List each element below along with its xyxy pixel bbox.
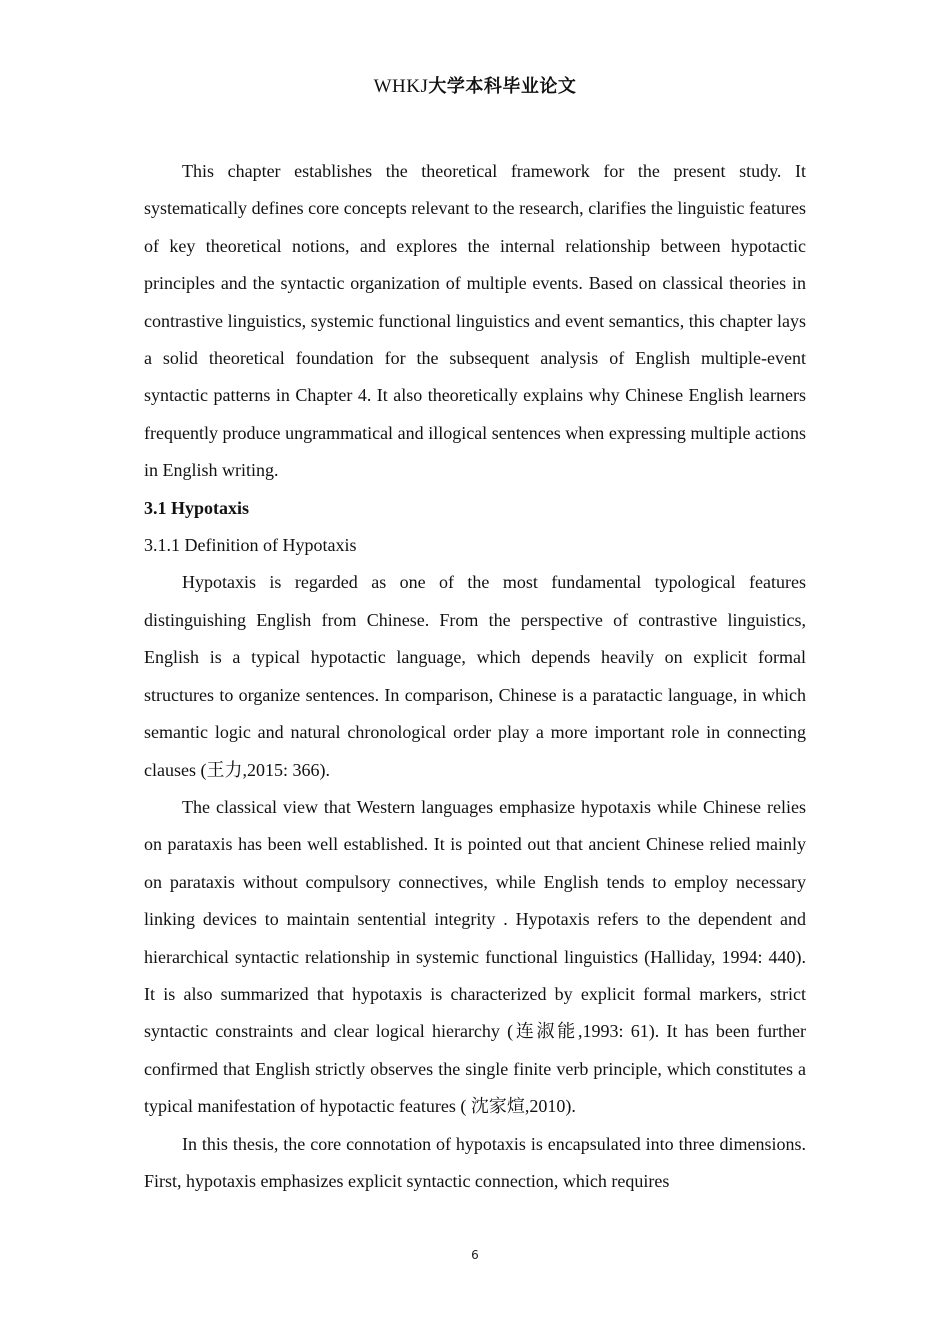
document-body bbox=[144, 153, 806, 1200]
body-paragraph: The classical view that Western languages emphasize hypotaxis while Chinese relies on parataxis has been well established. It is pointed out that ancient Chinese relied mainly on parataxis without compulsory connectives, while English tends to employ necessary linking devices to maintain sentential integrity . Hypotaxis refers to the dependent and hierarchical syntactic relationship in systemic functional linguistics (Halliday, 1994: 440). It is also summarized that hypotaxis is characterized by explicit formal markers, strict syntactic constraints and clear logical hierarchy (连淑能,1993: 61). It has been further confirmed that English strictly observes the single finite verb principle, which constitutes a typical manifestation of hypotactic features ( 沈家煊,2010). bbox=[144, 796, 806, 1117]
header-latin-text: WHKJ bbox=[373, 76, 429, 97]
page-number: 6 bbox=[471, 1248, 479, 1262]
intro-paragraph: This chapter establishes the theoretical framework for the present study. It systematically defines core concepts relevant to the research, clarifies the linguistic features of key theoretical notions, and explores the internal relationship between hypotactic principles and the syntactic organization of multiple events. Based on classical theories in contrastive linguistics, systemic functional linguistics and event semantics, this chapter lays a solid theoretical foundation for the subsequent analysis of English multiple-event syntactic patterns in Chapter 4. It also theoretically explains why Chinese English learners frequently produce ungrammatical and illogical sentences when expressing multiple actions in English writing. bbox=[144, 161, 806, 481]
body-paragraph: In this thesis, the core connotation of hypotaxis is encapsulated into three dimensions. First, hypotaxis emphasizes explicit syntactic connection, which requires bbox=[144, 1133, 806, 1191]
page-header bbox=[0, 74, 950, 100]
header-chinese-text: 大学本科毕业论文 bbox=[428, 76, 577, 97]
subsection-heading: 3.1.1 Definition of Hypotaxis bbox=[144, 535, 357, 556]
body-paragraph: Hypotaxis is regarded as one of the most fundamental typological features distinguishing English from Chinese. From the perspective of contrastive linguistics, English is a typical hypotactic language, which depends heavily on explicit formal structures to organize sentences. In comparison, Chinese is a paratactic language, in which semantic logic and natural chronological order play a more important role in connecting clauses (王力,2015: 366). bbox=[144, 572, 806, 780]
section-heading: 3.1 Hypotaxis bbox=[144, 497, 250, 518]
